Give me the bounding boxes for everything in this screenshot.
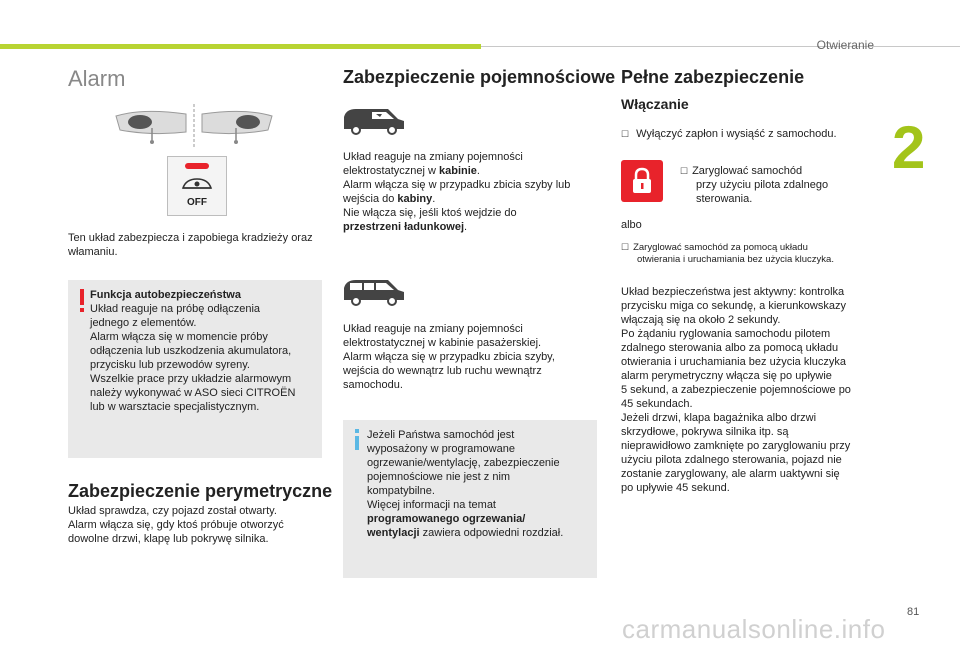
step-2 xyxy=(680,164,880,206)
bullet-icon: ☐ xyxy=(680,166,689,176)
step-2-line xyxy=(680,164,880,178)
full-body xyxy=(621,285,883,495)
info-bold-word: wentylacji xyxy=(367,527,420,539)
warning-line: jednego z elementów. xyxy=(90,317,197,329)
body-line: po upływie 45 sekund. xyxy=(621,482,730,494)
perimeter-title: Zabezpieczenie perymetryczne xyxy=(68,481,333,501)
info-text xyxy=(367,428,595,540)
volumetric-text-1 xyxy=(343,150,597,234)
alarm-description: Ten układ zabezpiecza i zapobiega kradzieży oraz włamaniu. xyxy=(68,232,313,258)
vol2-line: wejścia do wewnątrz lub ruchu wewnątrz xyxy=(343,365,542,377)
alarm-button-icon xyxy=(180,174,214,194)
warning-text xyxy=(90,288,322,414)
vol-line xyxy=(343,164,597,178)
vol2-line: elektrostatycznej w kabinie pasażerskiej. xyxy=(343,337,542,349)
body-line: zdalnego sterowania albo za pomocą układu xyxy=(621,342,839,354)
vol2-line: Alarm włącza się w przypadku zbicia szyby, xyxy=(343,351,555,363)
body-line: nieprawidłowo zamknięte po zaryglowaniu przy xyxy=(621,440,851,452)
vol-line: Nie włącza się, jeśli ktoś wejdzie do xyxy=(343,207,517,219)
body-line: alarm perymetryczny włącza się po upływie xyxy=(621,370,832,382)
warning-title: Funkcja autobezpieczeństwa xyxy=(90,289,241,301)
watermark: carmanualsonline.info xyxy=(622,614,886,644)
full-title: Pełne zabezpieczenie xyxy=(621,67,805,87)
body-line: włączają się na około 2 sekundy. xyxy=(621,314,781,326)
chapter-number: 2 xyxy=(892,114,926,181)
info-icon-dot xyxy=(355,429,359,433)
info-tail: zawiera odpowiedni rozdział. xyxy=(419,527,564,539)
info-line: kompatybilne. xyxy=(367,485,435,497)
vol-line xyxy=(343,192,597,206)
header-accent-bar xyxy=(0,44,481,49)
perimeter-line: Alarm włącza się, gdy ktoś próbuje otworzyć xyxy=(68,519,284,531)
vol-line-part: wejścia do xyxy=(343,193,398,205)
info-line: Jeżeli Państwa samochód jest xyxy=(367,429,515,441)
bullet-icon: ☐ xyxy=(621,242,630,252)
body-line: użyciu pilota zdalnego sterowania, pojazd nie xyxy=(621,454,842,466)
info-line: ogrzewanie/wentylację, zabezpieczenie xyxy=(367,457,560,469)
warning-line: należy wykonywać w ASO sieci CITROËN xyxy=(90,387,296,399)
vol-line: Alarm włącza się w przypadku zbicia szyby lub xyxy=(343,179,571,191)
passenger-van-icon xyxy=(342,276,406,306)
vol-line: Układ reaguje na zmiany pojemności xyxy=(343,151,523,163)
lock-button xyxy=(621,160,663,202)
header-rule xyxy=(481,46,960,47)
step-1 xyxy=(621,127,891,141)
or-label: albo xyxy=(621,219,642,231)
body-line: 45 sekundach. xyxy=(621,398,693,410)
vol2-line: samochodu. xyxy=(343,379,403,391)
vol-bold-cabin: kabinie xyxy=(438,165,477,177)
warning-icon xyxy=(80,289,84,305)
van-icon xyxy=(342,105,406,135)
step-3-line: otwierania i uruchamiania bez użycia kluczyka. xyxy=(637,254,834,265)
step-1-text: Wyłączyć zapłon i wysiąść z samochodu. xyxy=(636,128,837,140)
info-line: Więcej informacji na temat xyxy=(367,499,496,511)
perimeter-line: dowolne drzwi, klapę lub pokrywę silnika. xyxy=(68,533,269,545)
perimeter-line: Układ sprawdza, czy pojazd został otwarty. xyxy=(68,505,277,517)
warning-line: Układ reaguje na próbę odłączenia xyxy=(90,303,261,315)
info-icon xyxy=(355,436,359,450)
warning-icon-dot xyxy=(80,308,84,312)
page-number: 81 xyxy=(907,606,920,618)
info-line xyxy=(367,526,595,540)
perimeter-text xyxy=(68,504,322,546)
body-line: otwierania i uruchamiania bez użycia kluczyka xyxy=(621,356,846,368)
vol-bold-cabin-2: kabiny xyxy=(397,193,433,205)
alarm-title: Alarm xyxy=(68,66,126,91)
warning-line: Alarm włącza się w momencie próby xyxy=(90,331,268,343)
step-2-line: przy użyciu pilota zdalnego xyxy=(696,179,829,191)
body-line: Po żądaniu ryglowania samochodu pilotem xyxy=(621,328,831,340)
volumetric-text-2 xyxy=(343,322,597,392)
vol-line xyxy=(343,220,597,234)
step-3 xyxy=(621,241,891,266)
vol2-line: Układ reaguje na zmiany pojemności xyxy=(343,323,523,335)
vol-line-part: . xyxy=(476,165,480,177)
warning-line: lub w warsztacie specjalistycznym. xyxy=(90,401,260,413)
vol-line-part: . xyxy=(464,221,468,233)
info-line: pojemnościowe nie jest z nim xyxy=(367,471,511,483)
body-line: zostanie zaryglowany, ale alarm uaktywni się xyxy=(621,468,840,480)
vol-line-part: . xyxy=(432,193,436,205)
vol-bold-cargo: przestrzeni ładunkowej xyxy=(343,221,465,233)
alarm-off-button xyxy=(167,156,227,216)
alarm-led xyxy=(185,163,209,169)
step-3-line xyxy=(621,241,891,254)
volumetric-title: Zabezpieczenie pojemnościowe xyxy=(343,67,616,87)
step-2-text: Zaryglować samochód xyxy=(692,165,803,177)
step-2-line: sterowania. xyxy=(696,193,753,205)
body-line: Jeżeli drzwi, klapa bagażnika albo drzwi xyxy=(621,412,817,424)
step-3-text: Zaryglować samochód za pomocą układu xyxy=(633,242,808,253)
alarm-button-label: OFF xyxy=(187,197,207,208)
chapter-label: Otwieranie xyxy=(816,38,874,52)
lock-icon xyxy=(631,167,653,195)
body-line: 5 sekund, a zabezpieczenie pojemnościowe po xyxy=(621,384,851,396)
vol-line-part: elektrostatycznej w xyxy=(343,165,439,177)
info-box xyxy=(343,420,597,578)
full-subtitle: Włączanie xyxy=(621,96,689,112)
body-line: skrzydłowe, pokrywa silnika itp. są xyxy=(621,426,789,438)
dashboard-icon xyxy=(112,102,276,150)
body-line: przycisku miga co sekundę, a kierunkowskazy xyxy=(621,300,846,312)
warning-box xyxy=(68,280,322,458)
warning-line: przycisku lub przewodów syreny. xyxy=(90,359,250,371)
info-line: wyposażony w programowane xyxy=(367,443,515,455)
warning-line: odłączenia lub uszkodzenia akumulatora, xyxy=(90,345,292,357)
info-bold-line: programowanego ogrzewania/ xyxy=(367,513,526,525)
bullet-icon: ☐ xyxy=(621,129,630,139)
warning-line: Wszelkie prace przy układzie alarmowym xyxy=(90,373,292,385)
body-line: Układ bezpieczeństwa jest aktywny: kontrolka xyxy=(621,286,845,298)
